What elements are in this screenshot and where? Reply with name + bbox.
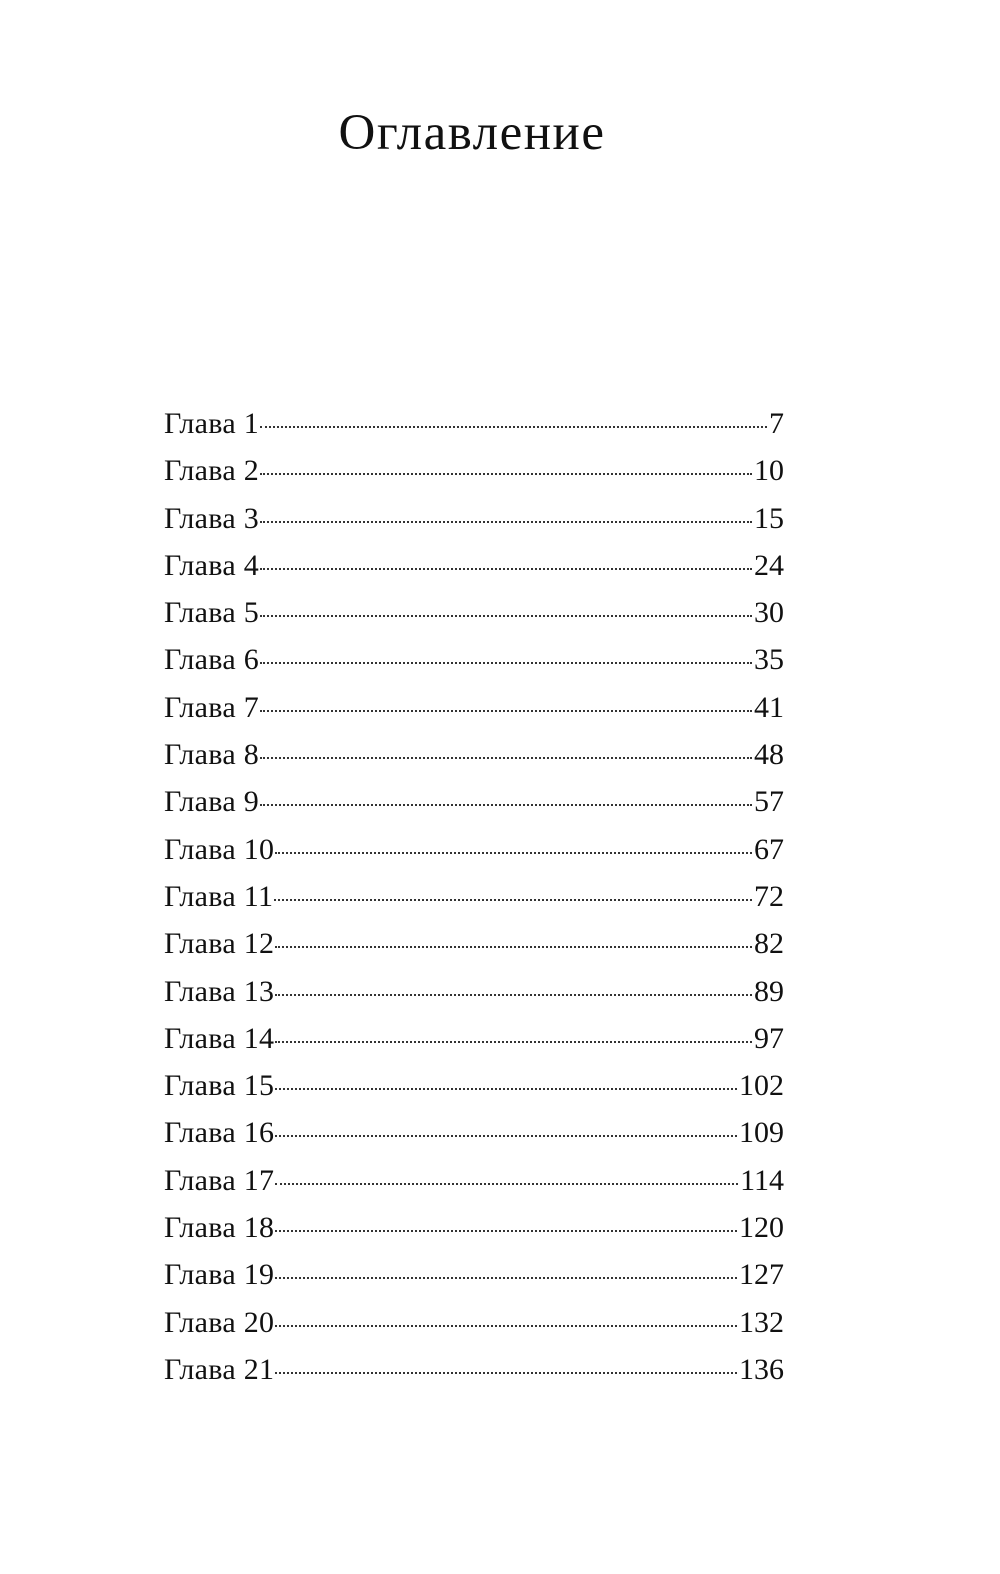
chapter-label: Глава 2 bbox=[164, 454, 260, 488]
toc-entry[interactable] bbox=[164, 636, 784, 683]
dot-leader bbox=[275, 1088, 737, 1090]
toc-entry[interactable] bbox=[164, 447, 784, 494]
dot-leader bbox=[275, 994, 752, 996]
toc-entry[interactable] bbox=[164, 1062, 784, 1109]
dot-leader bbox=[275, 1183, 738, 1185]
dot-leader bbox=[275, 1041, 752, 1043]
page-number: 109 bbox=[739, 1116, 784, 1150]
toc-entry[interactable] bbox=[164, 731, 784, 778]
toc-entry[interactable] bbox=[164, 778, 784, 825]
page-number: 132 bbox=[739, 1305, 784, 1339]
page-number: 127 bbox=[739, 1258, 784, 1292]
chapter-label: Глава 19 bbox=[164, 1258, 275, 1292]
dot-leader bbox=[260, 521, 752, 523]
dot-leader bbox=[260, 426, 767, 428]
toc-entry[interactable] bbox=[164, 684, 784, 731]
page-number: 89 bbox=[754, 974, 784, 1008]
dot-leader bbox=[275, 1277, 737, 1279]
page-number: 97 bbox=[754, 1021, 784, 1055]
toc-entry[interactable] bbox=[164, 589, 784, 636]
page-number: 35 bbox=[754, 643, 784, 677]
chapter-label: Глава 9 bbox=[164, 785, 260, 819]
chapter-label: Глава 5 bbox=[164, 596, 260, 630]
chapter-label: Глава 13 bbox=[164, 974, 275, 1008]
page-number: 102 bbox=[739, 1069, 784, 1103]
dot-leader bbox=[260, 804, 752, 806]
page-number: 57 bbox=[754, 785, 784, 819]
page-number: 114 bbox=[740, 1163, 784, 1197]
table-of-contents bbox=[164, 400, 784, 1393]
page-number: 41 bbox=[754, 690, 784, 724]
toc-entry[interactable] bbox=[164, 495, 784, 542]
toc-entry[interactable] bbox=[164, 968, 784, 1015]
page-number: 120 bbox=[739, 1211, 784, 1245]
chapter-label: Глава 3 bbox=[164, 501, 260, 535]
dot-leader bbox=[274, 899, 752, 901]
dot-leader bbox=[260, 568, 752, 570]
dot-leader bbox=[275, 1135, 737, 1137]
toc-entry[interactable] bbox=[164, 1109, 784, 1156]
toc-entry[interactable] bbox=[164, 542, 784, 589]
page-number: 67 bbox=[754, 832, 784, 866]
dot-leader bbox=[275, 1230, 737, 1232]
chapter-label: Глава 6 bbox=[164, 643, 260, 677]
chapter-label: Глава 1 bbox=[164, 407, 260, 440]
page-title: Оглавление bbox=[338, 105, 606, 161]
chapter-label: Глава 4 bbox=[164, 548, 260, 582]
page-number: 72 bbox=[754, 879, 784, 913]
toc-entry[interactable] bbox=[164, 1299, 784, 1346]
dot-leader bbox=[260, 473, 752, 475]
chapter-label: Глава 10 bbox=[164, 832, 275, 866]
page-number: 7 bbox=[769, 407, 784, 440]
dot-leader bbox=[275, 1372, 737, 1374]
toc-entry[interactable] bbox=[164, 1015, 784, 1062]
chapter-label: Глава 21 bbox=[164, 1352, 275, 1386]
chapter-label: Глава 14 bbox=[164, 1021, 275, 1055]
dot-leader bbox=[275, 1325, 737, 1327]
page-number: 82 bbox=[754, 927, 784, 961]
page-number: 30 bbox=[754, 596, 784, 630]
chapter-label: Глава 8 bbox=[164, 738, 260, 772]
dot-leader bbox=[260, 710, 752, 712]
dot-leader bbox=[275, 852, 752, 854]
toc-entry[interactable] bbox=[164, 873, 784, 920]
chapter-label: Глава 7 bbox=[164, 690, 260, 724]
chapter-label: Глава 11 bbox=[164, 879, 274, 913]
toc-entry[interactable] bbox=[164, 1251, 784, 1298]
toc-entry[interactable] bbox=[164, 1346, 784, 1393]
chapter-label: Глава 12 bbox=[164, 927, 275, 961]
toc-entry[interactable] bbox=[164, 400, 784, 447]
toc-entry[interactable] bbox=[164, 826, 784, 873]
dot-leader bbox=[260, 615, 752, 617]
dot-leader bbox=[260, 662, 752, 664]
page-number: 136 bbox=[739, 1352, 784, 1386]
toc-entry[interactable] bbox=[164, 1204, 784, 1251]
chapter-label: Глава 16 bbox=[164, 1116, 275, 1150]
chapter-label: Глава 18 bbox=[164, 1211, 275, 1245]
toc-entry[interactable] bbox=[164, 1157, 784, 1204]
toc-entry[interactable] bbox=[164, 920, 784, 967]
dot-leader bbox=[260, 757, 752, 759]
dot-leader bbox=[275, 946, 752, 948]
chapter-label: Глава 15 bbox=[164, 1069, 275, 1103]
page-number: 48 bbox=[754, 738, 784, 772]
page-number: 15 bbox=[754, 501, 784, 535]
page-number: 10 bbox=[754, 454, 784, 488]
chapter-label: Глава 17 bbox=[164, 1163, 275, 1197]
page-number: 24 bbox=[754, 548, 784, 582]
chapter-label: Глава 20 bbox=[164, 1305, 275, 1339]
